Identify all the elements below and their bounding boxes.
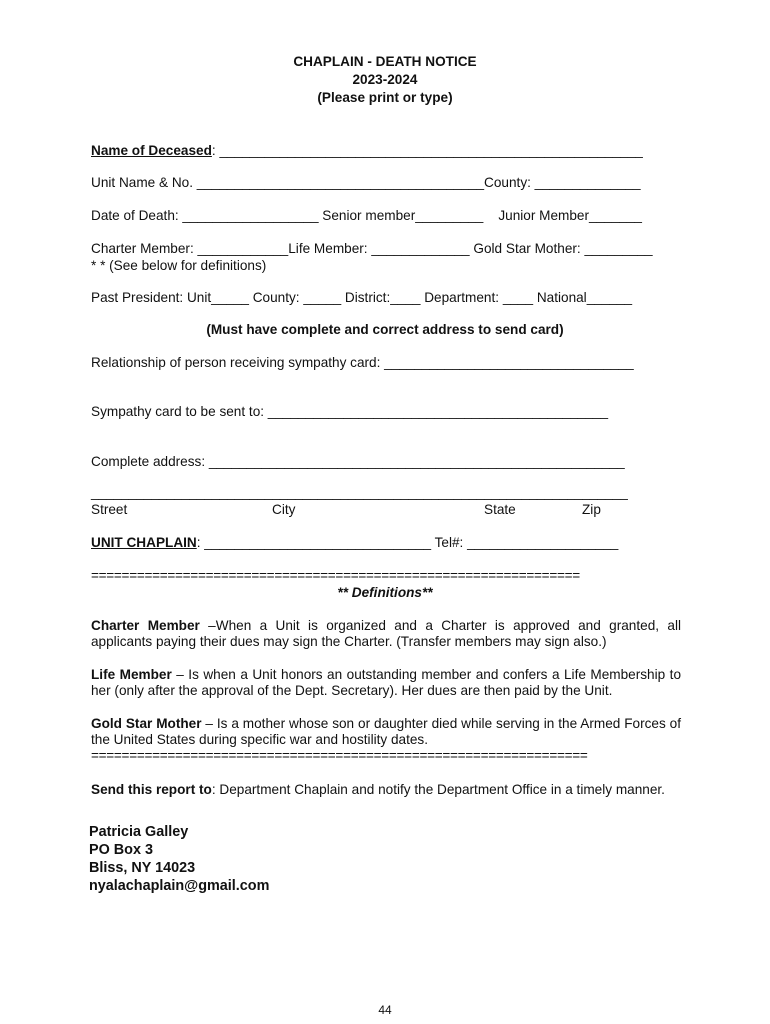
- street-label: Street: [91, 502, 128, 517]
- unit-chaplain-field[interactable]: [91, 535, 618, 551]
- name-of-deceased-field[interactable]: [91, 143, 643, 159]
- charter-life-goldstar-field[interactable]: Charter Member: ____________Life Member: _____________ Gold Star Mother: _________: [91, 241, 653, 256]
- send-report-label: Send this report to: [91, 782, 212, 797]
- complete-address-field[interactable]: Complete address: _______________________________________________________: [91, 454, 625, 469]
- definitions-heading: ** Definitions**: [337, 585, 433, 600]
- life-member-text: – Is when a Unit honors an outstanding member and confers a Life Membership to her (only after the approval of the Dept. Secretary). Her dues are then paid by the Unit.: [91, 667, 681, 698]
- see-below-note: * * (See below for definitions): [91, 258, 267, 273]
- chaplain-city: Bliss, NY 14023: [89, 860, 196, 876]
- address-line-blank[interactable]: _______________________________________________________________________: [91, 485, 628, 500]
- sympathy-recipient-field[interactable]: Sympathy card to be sent to: _____________________________________________: [91, 404, 609, 419]
- name-of-deceased-blank: : ________________________________________________________: [211, 143, 643, 158]
- definition-charter-member: [91, 618, 681, 650]
- gold-star-mother-term: Gold Star Mother: [91, 716, 202, 731]
- print-instruction: (Please print or type): [317, 90, 453, 105]
- chaplain-po-box: PO Box 3: [89, 842, 153, 858]
- chaplain-name: Patricia Galley: [89, 824, 189, 840]
- relationship-field[interactable]: Relationship of person receiving sympathy card: _________________________________: [91, 355, 634, 370]
- document-title: CHAPLAIN - DEATH NOTICE: [293, 54, 477, 69]
- state-label: State: [484, 502, 516, 517]
- life-member-term: Life Member: [91, 667, 172, 682]
- charter-member-term: Charter Member: [91, 618, 200, 633]
- unit-chaplain-blank: : ______________________________ Tel#: ____________________: [196, 535, 619, 550]
- separator-bottom: =================================================================: [91, 748, 588, 763]
- address-requirement-note: (Must have complete and correct address to send card): [206, 322, 564, 337]
- past-president-field[interactable]: Past President: Unit_____ County: _____ District:____ Department: ____ National______: [91, 290, 633, 305]
- unit-chaplain-label: UNIT CHAPLAIN: [91, 535, 197, 550]
- send-report-instruction: [91, 782, 665, 798]
- send-report-text: : Department Chaplain and notify the Department Office in a timely manner.: [211, 782, 665, 797]
- separator-top: ================================================================: [91, 568, 580, 583]
- charter-member-text: –When a Unit is organized and a Charter is approved and granted, all applicants paying their dues may sign the Charter. (Transfer members may sign also.): [91, 618, 681, 649]
- city-label: City: [272, 502, 296, 517]
- name-of-deceased-label: Name of Deceased: [91, 143, 212, 158]
- definition-life-member: [91, 667, 681, 699]
- chaplain-email[interactable]: nyalachaplain@gmail.com: [89, 878, 270, 894]
- page-number: 44: [378, 1003, 392, 1017]
- gold-star-mother-text: – Is a mother whose son or daughter died while serving in the Armed Forces of the United States during specific war and hostility dates.: [91, 716, 681, 747]
- definition-gold-star-mother: [91, 716, 681, 748]
- unit-name-county-field[interactable]: Unit Name & No. ______________________________________County: ______________: [91, 175, 641, 190]
- date-of-death-member-field[interactable]: Date of Death: __________________ Senior member_________ Junior Member_______: [91, 208, 642, 223]
- zip-label: Zip: [582, 502, 601, 517]
- document-year: 2023-2024: [352, 72, 418, 87]
